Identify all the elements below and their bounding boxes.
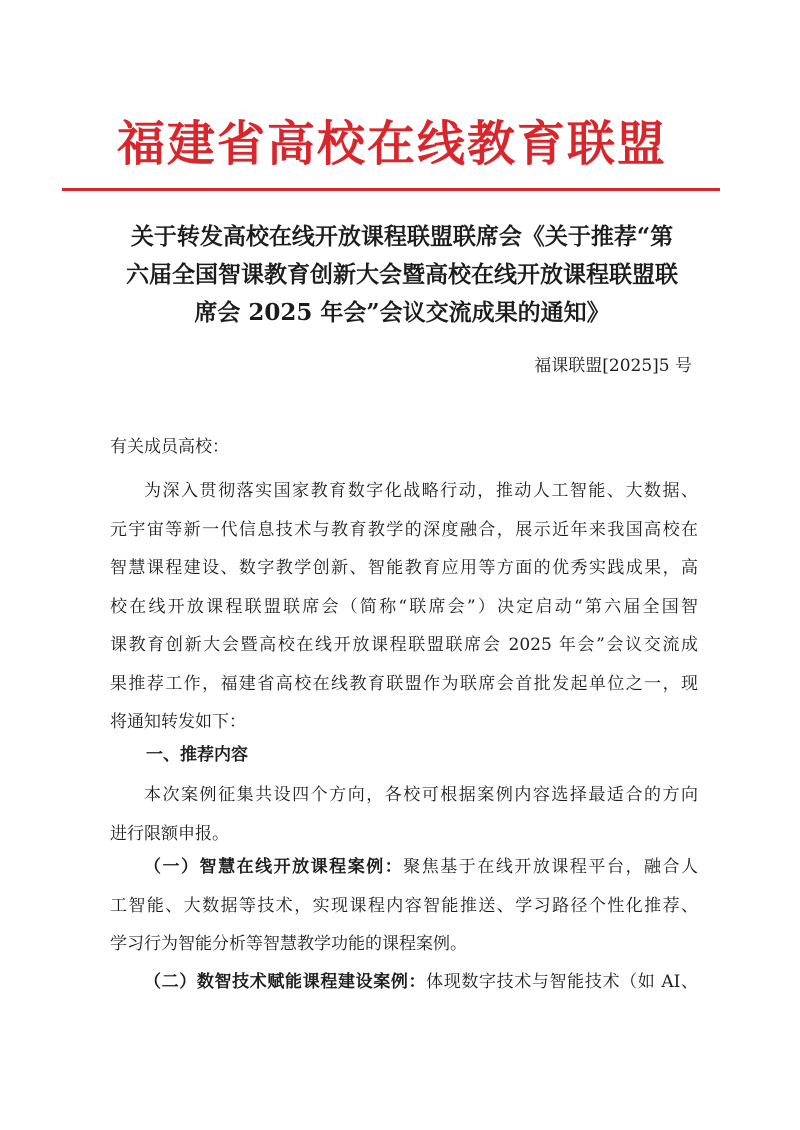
section-heading: 一、推荐内容 bbox=[146, 745, 248, 765]
document-number: 福课联盟[2025]5 号 bbox=[534, 356, 692, 376]
item-label: （二）数智技术赋能课程建设案例： bbox=[144, 972, 427, 992]
salutation: 有关成员高校： bbox=[110, 437, 229, 457]
item-label: （一）智慧在线开放课程案例： bbox=[144, 857, 404, 877]
paragraph-line: 为深入贯彻落实国家教育数字化战略行动，推动人工智能、大数据、 bbox=[144, 481, 698, 501]
item-text: 聚焦基于在线开放课程平台，融合人 bbox=[403, 857, 699, 877]
letterhead-divider bbox=[62, 188, 720, 191]
paragraph-line: 果推荐工作，福建省高校在线教育联盟作为联席会首批发起单位之一，现 bbox=[110, 673, 698, 694]
intro-paragraph bbox=[110, 472, 698, 742]
paragraph-line bbox=[110, 963, 698, 1002]
paragraph-line: 课教育创新大会暨高校在线开放课程联盟联席会 2025 年会”会议交流成 bbox=[110, 635, 698, 655]
paragraph-line: 元宇宙等新一代信息技术与教育教学的深度融合，展示近年来我国高校在 bbox=[110, 519, 698, 540]
section1-paragraph bbox=[110, 776, 698, 853]
org-letterhead: 福建省高校在线教育联盟 bbox=[116, 116, 667, 172]
title-line: 六届全国智课教育创新大会暨高校在线开放课程联盟联 bbox=[126, 261, 678, 288]
paragraph-line: 校在线开放课程联盟联席会（简称“联席会”）决定启动“第六届全国智 bbox=[110, 596, 698, 617]
paragraph-line: 本次案例征集共设四个方向，各校可根据案例内容选择最适合的方向 bbox=[144, 785, 698, 805]
paragraph-line: 智慧课程建设、数字教学创新、智能教育应用等方面的优秀实践成果，高 bbox=[110, 558, 698, 578]
title-line: 席会 2025 年会”会议交流成果的通知》 bbox=[194, 299, 610, 326]
paragraph-line: 进行限额申报。 bbox=[110, 823, 229, 844]
paragraph-line: 学习行为智能分析等智慧教学功能的课程案例。 bbox=[110, 934, 467, 954]
item-text: 体现数字技术与智能技术（如 AI、 bbox=[426, 972, 699, 992]
paragraph-line: 将通知转发如下： bbox=[110, 712, 246, 732]
item2-paragraph bbox=[110, 963, 698, 1002]
document-title bbox=[92, 218, 712, 332]
paragraph-line bbox=[110, 848, 698, 887]
item1-paragraph bbox=[110, 848, 698, 964]
paragraph-line: 工智能、大数据等技术，实现课程内容智能推送、学习路径个性化推荐、 bbox=[110, 895, 698, 916]
title-line: 关于转发高校在线开放课程联盟联席会《关于推荐“第 bbox=[130, 223, 674, 250]
